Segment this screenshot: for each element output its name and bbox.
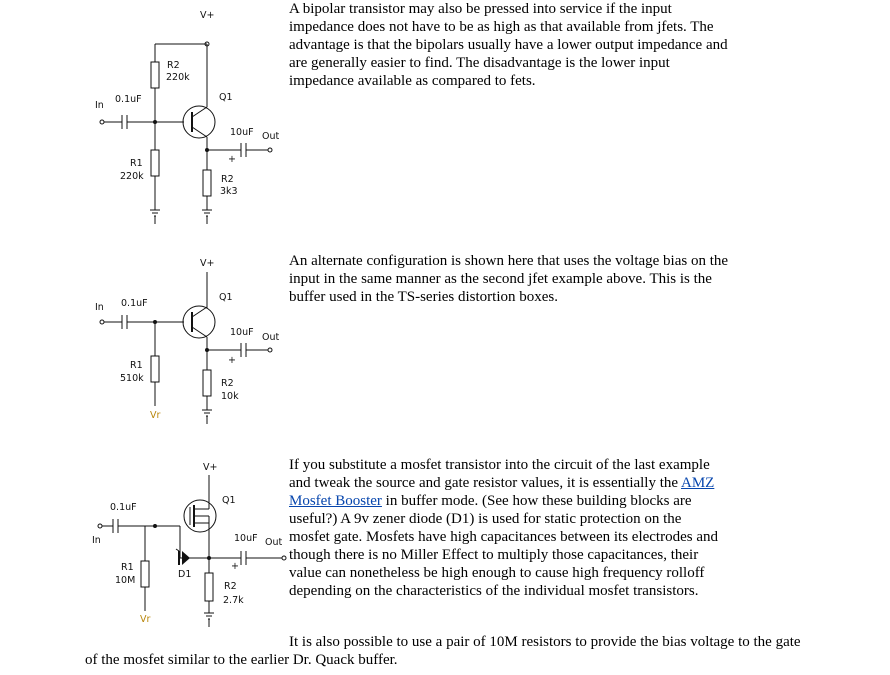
mosfet-text-after: in buffer mode. (See how these building blocks are useful?) A 9v zener diode (D1) is used for static protection on the mosfet gate. Mosfets have high capacitances between its electrodes and though there is no Miller Effect to multiply those capacitances, their value can nonetheless be high enough to cause high frequency rolloff depending on the characteristics of the individual mosfet transistors. xyxy=(289,493,719,599)
c3-r1-label: R1 xyxy=(121,562,134,573)
c2-r2-label: R2 xyxy=(221,378,234,389)
c1-ground-1-icon xyxy=(150,210,160,224)
c1-in-label: In xyxy=(95,100,104,111)
c2-r2-value: 10k xyxy=(221,391,239,402)
c3-vplus-label: V+ xyxy=(203,462,218,473)
c1-out-label: Out xyxy=(262,131,280,142)
c3-d1-label: D1 xyxy=(178,569,192,580)
c2-r1-resistor xyxy=(151,356,159,382)
c2-q1-transistor xyxy=(183,306,215,338)
c1-r2-value: 220k xyxy=(166,72,190,83)
c1-cout-label: 10uF xyxy=(230,127,254,138)
c3-plus-label: + xyxy=(231,561,239,572)
c1-r2-resistor xyxy=(151,62,159,88)
c1-ground-2-icon xyxy=(202,210,212,224)
c3-r1-value: 10M xyxy=(115,575,136,586)
c1-plus-label: + xyxy=(228,154,236,165)
paragraph-bipolar: A bipolar transistor may also be pressed into service if the input impedance does not have to be as high as that available from jfets. The advantage is that the bipolars usually have a lower output impedance and are generally easier to find. The disadvantage is the lower input impedance available as compared to fets. xyxy=(289,1,728,89)
c3-d1-zener-diode xyxy=(176,549,209,565)
mosfet-text-before: If you substitute a mosfet transistor into the circuit of the last example and tweak the source and gate resistor values, it is essentially the xyxy=(289,457,710,491)
c3-cin-label: 0.1uF xyxy=(110,502,137,513)
circuit-1-schematic xyxy=(0,0,290,230)
c3-r2-value: 2.7k xyxy=(223,595,244,606)
c3-q1-label: Q1 xyxy=(222,495,236,506)
c2-r2-resistor xyxy=(203,370,211,396)
circuit-3-schematic xyxy=(0,455,290,635)
c3-r1-resistor xyxy=(141,561,149,587)
c2-cin-label: 0.1uF xyxy=(121,298,148,309)
c2-vplus-label: V+ xyxy=(200,258,215,269)
c2-q1-label: Q1 xyxy=(219,292,233,303)
c1-r1-value: 220k xyxy=(120,171,144,182)
c1-q1-transistor xyxy=(183,106,215,138)
paragraph-10m-resistors: It is also possible to use a pair of 10M resistors to provide the bias voltage to the gate of the mosfet similar to the earlier Dr. Quack buffer. xyxy=(85,634,801,668)
paragraph-alternate-config: An alternate configuration is shown here that uses the voltage bias on the input in the same manner as the second jfet example above. This is the buffer used in the TS-series distortion boxes. xyxy=(289,253,729,305)
c1-r1-resistor xyxy=(151,150,159,176)
c3-r2-resistor xyxy=(205,573,213,601)
c3-in-label: In xyxy=(92,535,101,546)
c3-out-label: Out xyxy=(265,537,283,548)
c2-plus-label: + xyxy=(228,355,236,366)
c1-r3-value: 3k3 xyxy=(220,186,238,197)
c2-cout-label: 10uF xyxy=(230,327,254,338)
c3-ground-icon xyxy=(204,613,214,627)
c2-ground-icon xyxy=(202,410,212,424)
amz-mosfet-booster-link[interactable]: AMZ Mosfet Booster xyxy=(289,475,715,509)
c2-r1-value: 510k xyxy=(120,373,144,384)
c1-r2-label: R2 xyxy=(167,60,180,71)
c3-vr-label: Vr xyxy=(140,614,151,625)
c1-vplus-label: V+ xyxy=(200,10,215,21)
c2-out-label: Out xyxy=(262,332,280,343)
c1-r3-label: R2 xyxy=(221,174,234,185)
c3-cout-label: 10uF xyxy=(234,533,258,544)
c1-cin-label: 0.1uF xyxy=(115,94,142,105)
c1-q1-label: Q1 xyxy=(219,92,233,103)
c1-r1-label: R1 xyxy=(130,158,143,169)
c1-r3-resistor xyxy=(203,170,211,196)
c3-r2-label: R2 xyxy=(224,581,237,592)
c2-r1-label: R1 xyxy=(130,360,143,371)
c2-vr-label: Vr xyxy=(150,410,161,421)
circuit-2-schematic xyxy=(0,250,290,430)
c2-in-label: In xyxy=(95,302,104,313)
paragraph-mosfet xyxy=(289,456,719,600)
